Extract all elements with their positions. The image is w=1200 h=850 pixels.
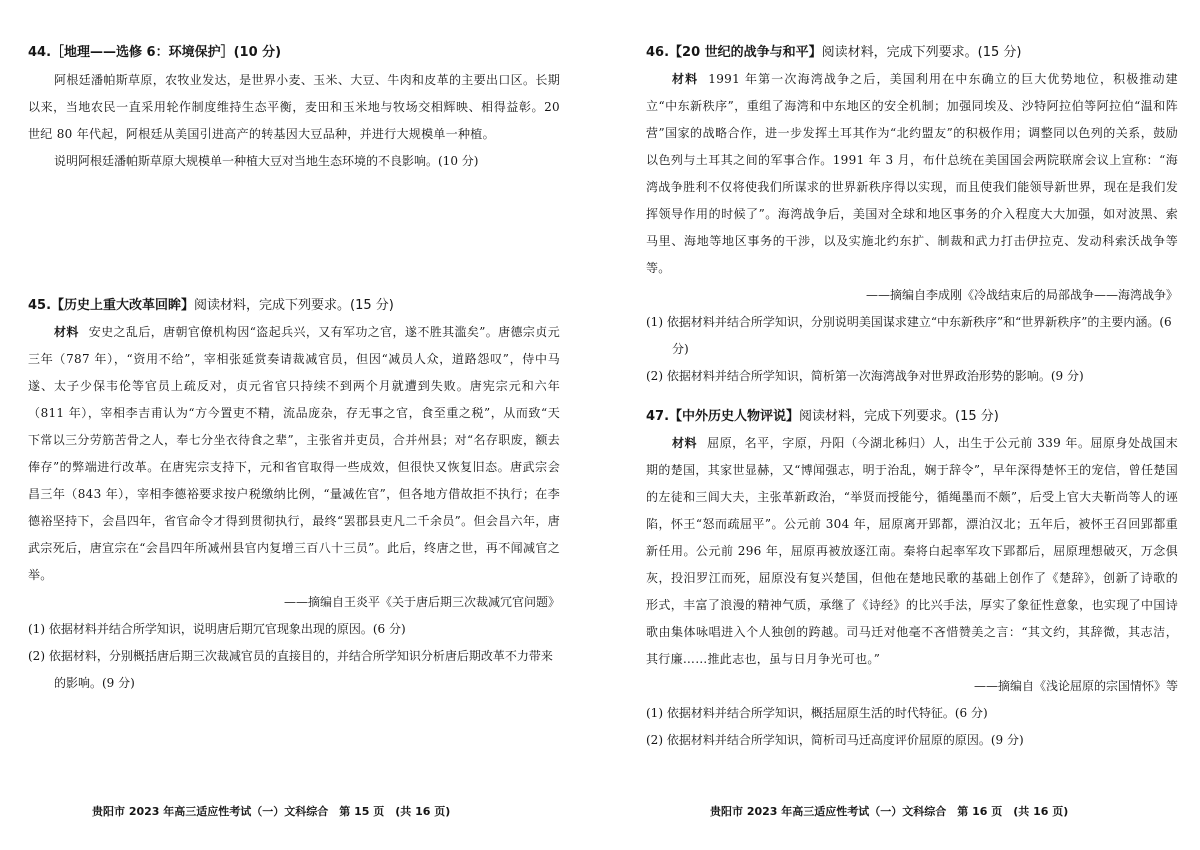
- material-label: 材料: [672, 436, 698, 450]
- question-46-instruction: 阅读材料，完成下列要求。(15 分): [821, 45, 1022, 60]
- question-45-source: ——摘编自王炎平《关于唐后期三次裁减冗官问题》: [283, 595, 560, 609]
- material-label: 材料: [672, 72, 699, 86]
- question-45-instruction: 阅读材料，完成下列要求。(15 分): [194, 298, 394, 313]
- question-46-title: [646, 42, 1178, 64]
- question-46-number: 46.: [646, 45, 670, 60]
- question-45-sub2: (2) 依据材料，分别概括唐后期三次裁减官员的直接目的，并结合所学知识分析唐后期改革不力带来的影响。(9 分): [28, 649, 553, 690]
- question-45-material-text: 安史之乱后，唐朝官僚机构因“盗起兵兴，又有军功之官，遂不胜其滥矣”。唐德宗贞元三年（787 年），“资用不给”，宰相张延赏奏请裁减官员，但因“减员人众，道路怨叹”，侍中马遂、太子少保韦伦等官员上疏反对，贞元省官只持续不到两个月就遭到失败。唐宪宗元和六年（811 年），宰相李吉甫认为“方今置吏不精，流品庞杂，存无事之官，食至重之税”，从而致“天下常以三分劳筋苦骨之人，奉七分坐衣待食之辈”，主张省并吏员，合并州县；对“名存职废，额去俸存”的弊端进行改革。在唐宪宗支持下，元和省官取得一些成效，但很快又恢复旧态。唐武宗会昌三年（843 年），宰相李德裕要求按户税缴纳比例，“量减佐官”，但各地方借故拒不执行；在李德裕坚持下，会昌四年，省官命令才得到贯彻执行，最终“罢郡县吏凡二千余员”。但会昌六年，唐武宗死后，唐宣宗在“会昌四年所减州县官内复增三百八十三员”。此后，终唐之世，再不闻减官之举。: [28, 325, 560, 582]
- question-45: [28, 295, 560, 697]
- question-45-topic: 【历史上重大改革回眸】: [51, 298, 195, 313]
- question-46-topic: 【20 世纪的战争与和平】: [669, 45, 822, 60]
- question-46: [646, 42, 1178, 390]
- question-47-material-text: 屈原，名平，字原，丹阳（今湖北秭归）人，出生于公元前 339 年。屈原身处战国末期的楚国，其家世显赫，又“博闻强志，明于治乱，娴于辞令”，早年深得楚怀王的宠信，曾任楚国的左徒和三闾大夫，主张革新政治，“举贤而授能兮，循绳墨而不颇”，后受上官大夫靳尚等人的诬陷，怀王“怒而疏屈平”。公元前 304 年，屈原离开郢都，漂泊汉北；五年后，被怀王召回郢都重新任用。公元前 296 年，屈原再被放逐江南。秦将白起率军攻下郢都后，屈原理想破灭，万念俱灰，投汨罗江而死，屈原没有复兴楚国，但他在楚地民歌的基础上创作了《楚辞》，创新了诗歌的形式，丰富了浪漫的精神气质，承继了《诗经》的比兴手法，厚实了象征性意象，也实现了中国诗歌由集体咏唱进入个人独创的跨越。司马迁对他毫不吝惜赞美之言：“其文约，其辞微，其志洁，其行廉……推此志也，虽与日月争光可也。”: [646, 436, 1178, 666]
- question-47-source: ——摘编自《浅论屈原的宗国情怀》等: [973, 679, 1178, 693]
- question-47: [646, 406, 1178, 754]
- question-47-number: 47.: [646, 409, 670, 424]
- question-46-material: [646, 66, 1178, 282]
- question-45-material: [28, 319, 560, 589]
- question-46-sub1: (1) 依据材料并结合所学知识，分别说明美国谋求建立“中东新秩序”和“世界新秩序”的主要内涵。(6 分): [646, 315, 1172, 356]
- right-page: [600, 0, 1200, 850]
- question-44-material: 阿根廷潘帕斯草原，农牧业发达，是世界小麦、玉米、大豆、牛肉和皮革的主要出口区。长期以来，当地农民一直采用轮作制度维持生态平衡，麦田和玉米地与牧场交相辉映、相得益彰。20 世纪 80 年代起，阿根廷从美国引进高产的转基因大豆品种，并进行大规模单一种植。: [28, 73, 560, 141]
- question-44-prompt: 说明阿根廷潘帕斯草原大规模单一种植大豆对当地生态环境的不良影响。(10 分): [54, 154, 479, 168]
- question-44: [28, 42, 560, 175]
- question-47-topic: 【中外历史人物评说】: [669, 409, 800, 424]
- left-page-footer: 贵阳市 2023 年高三适应性考试（一）文科综合 第 15 页 (共 16 页): [92, 805, 451, 818]
- question-47-title: [646, 406, 1178, 428]
- question-47-material: [646, 430, 1178, 673]
- question-45-sub1: (1) 依据材料并结合所学知识，说明唐后期冗官现象出现的原因。(6 分): [28, 622, 406, 636]
- question-46-source: ——摘编自李成刚《冷战结束后的局部战争——海湾战争》: [865, 288, 1178, 302]
- material-label: 材料: [54, 325, 79, 339]
- question-45-title: [28, 295, 560, 317]
- question-47-instruction: 阅读材料，完成下列要求。(15 分): [799, 409, 999, 424]
- question-45-number: 45.: [28, 298, 52, 313]
- question-46-material-text: 1991 年第一次海湾战争之后，美国利用在中东确立的巨大优势地位，积极推动建立“中东新秩序”，重组了海湾和中东地区的安全机制；加强同埃及、沙特阿拉伯等阿拉伯“温和阵营”国家的战略合作，进一步发挥土耳其作为“北约盟友”的积极作用；调整同以色列的关系，鼓励以色列与土耳其之间的军事合作。1991 年 3 月，布什总统在美国国会两院联席会议上宣称：“海湾战争胜利不仅将使我们所谋求的世界新秩序得以实现，而且使我们能领导新世界，现在是我们发挥领导作用的时候了”。海湾战争后，美国对全球和地区事务的介入程度大大加强，如对波黑、索马里、海地等地区事务的干涉，以及实施北约东扩、制裁和武力打击伊拉克、发动科索沃战争等等。: [646, 72, 1178, 275]
- question-46-sub2: (2) 依据材料并结合所学知识，简析第一次海湾战争对世界政治形势的影响。(9 分): [646, 369, 1084, 383]
- question-47-sub2: (2) 依据材料并结合所学知识，简析司马迁高度评价屈原的原因。(9 分): [646, 733, 1024, 747]
- question-47-sub1: (1) 依据材料并结合所学知识，概括屈原生活的时代特征。(6 分): [646, 706, 988, 720]
- question-44-title: 44.［地理——选修 6：环境保护］(10 分): [28, 45, 282, 60]
- right-page-footer: 贵阳市 2023 年高三适应性考试（一）文科综合 第 16 页 (共 16 页): [710, 805, 1069, 818]
